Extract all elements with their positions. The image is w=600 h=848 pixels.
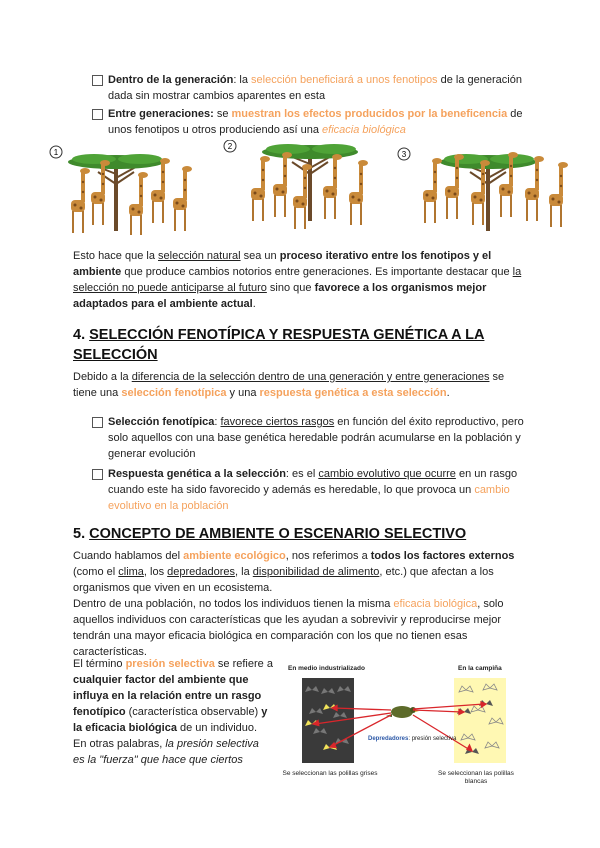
text: , etc.) que afectan a los organismos que viven en un ecosistema.	[73, 566, 494, 594]
bullet-tail: cambio evolutivo en la población	[108, 484, 510, 512]
bullet-sep: :	[214, 416, 221, 428]
text: (como el	[73, 566, 119, 578]
text: .	[252, 298, 256, 310]
section-title: SELECCIÓN FENOTÍPICA Y RESPUESTA GENÉTICA A LA SELECCIÓN	[73, 327, 485, 363]
highlight-text: ambiente ecológico	[183, 550, 286, 562]
bullet-text: en función del éxito reproductivo, pero solo aquellos con una base genética heredable podrán acumularse en la población y generar evolución	[108, 416, 524, 460]
bullet-sep: : la	[233, 74, 252, 86]
underlined-text: diferencia de la selección dentro de una generación y entre generaciones	[131, 371, 490, 383]
predators-label-rest: : presión selectiva	[408, 736, 457, 742]
bullet-title: Selección fenotípica	[108, 416, 215, 428]
section-number: 4.	[73, 327, 90, 343]
bold-text: proceso iterativo entre los fenotipos y el ambiente	[73, 250, 492, 278]
panel-label-2: 2	[227, 142, 233, 151]
right-panel-title: En la campiña	[458, 665, 502, 672]
text: se refiere a	[214, 658, 273, 670]
panel-1	[50, 146, 192, 235]
text: Esto hace que la	[73, 250, 159, 262]
text: , nos referimos a	[285, 550, 371, 562]
top-bullet-list	[92, 72, 532, 140]
text: de un individuo.	[176, 722, 258, 734]
underlined-text: cambio evolutivo que ocurre	[318, 468, 456, 480]
highlight-text: presión selectiva	[125, 658, 215, 670]
section-5-para-1	[73, 548, 528, 596]
right-caption: Se seleccionan las polillas blancas	[438, 770, 514, 785]
underlined-text: la selección no puede anticiparse al futuro	[73, 266, 522, 294]
bullet-within-generation	[92, 72, 532, 104]
peppered-moth-figure	[282, 660, 522, 795]
panel-3	[398, 148, 568, 231]
underlined-text: disponibilidad de alimento	[252, 566, 380, 578]
text: (característica observable)	[125, 706, 262, 718]
underlined-text: depredadores	[167, 566, 236, 578]
countryside-panel	[454, 678, 506, 763]
panel-label-3: 3	[401, 150, 407, 159]
bullet-title: Respuesta genética a la selección	[108, 468, 286, 480]
predators-label	[368, 736, 457, 742]
text: sino que	[266, 282, 315, 294]
bullet-highlight: muestran los efectos producidos por la beneficencia	[231, 108, 508, 120]
text: sea un	[240, 250, 280, 262]
bullet-text: en un rasgo cuando este ha sido favorecido y además es heredable, lo que provoca un	[108, 468, 518, 496]
text: Debido a la	[73, 371, 132, 383]
bold-text: todos los factores externos	[370, 550, 515, 562]
bullet-sep: : es el	[285, 468, 319, 480]
section-title: CONCEPTO DE AMBIENTE O ESCENARIO SELECTIVO	[89, 526, 467, 542]
text: En otras palabras,	[73, 738, 166, 750]
giraffe-generations-figure	[48, 140, 588, 235]
left-caption-container	[282, 770, 378, 795]
bullet-title: Entre generaciones:	[108, 108, 214, 120]
text: , los	[143, 566, 168, 578]
right-caption-container	[430, 770, 522, 795]
section-5-para-2	[73, 596, 528, 660]
checkbox-icon[interactable]	[92, 417, 103, 428]
highlight-text: selección fenotípica	[121, 387, 227, 399]
section-number: 5.	[73, 526, 90, 542]
underlined-text: favorece ciertos rasgos	[220, 416, 335, 428]
bold-text: y la eficacia biológica	[73, 706, 268, 734]
iterative-process-paragraph	[73, 248, 528, 312]
underlined-text: clima	[118, 566, 144, 578]
left-panel-title: En medio industrializado	[288, 665, 365, 672]
bullet-tail: eficacia biológica	[322, 124, 406, 136]
text: que produce cambios notorios entre generaciones. Es importante destacar que	[121, 266, 513, 278]
checkbox-icon[interactable]	[92, 109, 103, 120]
text: y una	[226, 387, 260, 399]
section-4-heading	[73, 325, 533, 365]
panel-2	[224, 140, 368, 229]
section-4-intro	[73, 369, 528, 401]
panel-label-1: 1	[53, 148, 59, 157]
industrial-panel	[302, 678, 354, 763]
text: se tiene una	[73, 371, 505, 399]
bold-text: cualquier factor del ambiente que influya en la relación entre un rasgo fenotípico	[73, 674, 262, 718]
section-5-heading	[73, 524, 533, 544]
bullet-text: de unos fenotipos u otros produciendo así una	[108, 108, 523, 136]
italic-text: la presión selectiva es la "fuerza" que hace que ciertos	[73, 738, 259, 766]
bullet-text: de la generación dada sin mostrar cambios aparentes en esta	[108, 74, 522, 102]
highlight-text: respuesta genética a esta selección	[259, 387, 447, 399]
bold-text: favorece a los organismos mejor adaptados para el ambiente actual	[73, 282, 487, 310]
text: Cuando hablamos del	[73, 550, 184, 562]
text: Dentro de una población, no todos los individuos tienen la misma	[73, 598, 394, 610]
text: .	[446, 387, 450, 399]
predators-label-blue: Depredadores	[368, 736, 409, 742]
bullet-title: Dentro de la generación	[108, 74, 234, 86]
bullet-highlight: selección beneficiará a unos fenotipos	[251, 74, 438, 86]
bullet-phenotypic-selection	[92, 414, 532, 462]
bullet-sep: se	[213, 108, 232, 120]
left-caption: Se seleccionan las polillas grises	[282, 770, 378, 777]
text: , solo aquellos individuos con características que les ayudan a sobrevivir y reproducirse mejor tendrán una mayor eficacia biológica en comparación con los que no tienen esas características.	[73, 598, 504, 658]
bullet-between-generations	[92, 106, 532, 138]
section-4-bullet-list	[92, 414, 532, 516]
section-5-para-3	[73, 656, 273, 768]
checkbox-icon[interactable]	[92, 469, 103, 480]
underlined-text: selección natural	[158, 250, 241, 262]
text: , la	[235, 566, 253, 578]
bullet-genetic-response	[92, 466, 532, 514]
highlight-text: eficacia biológica	[393, 598, 478, 610]
checkbox-icon[interactable]	[92, 75, 103, 86]
text: El término	[73, 658, 126, 670]
